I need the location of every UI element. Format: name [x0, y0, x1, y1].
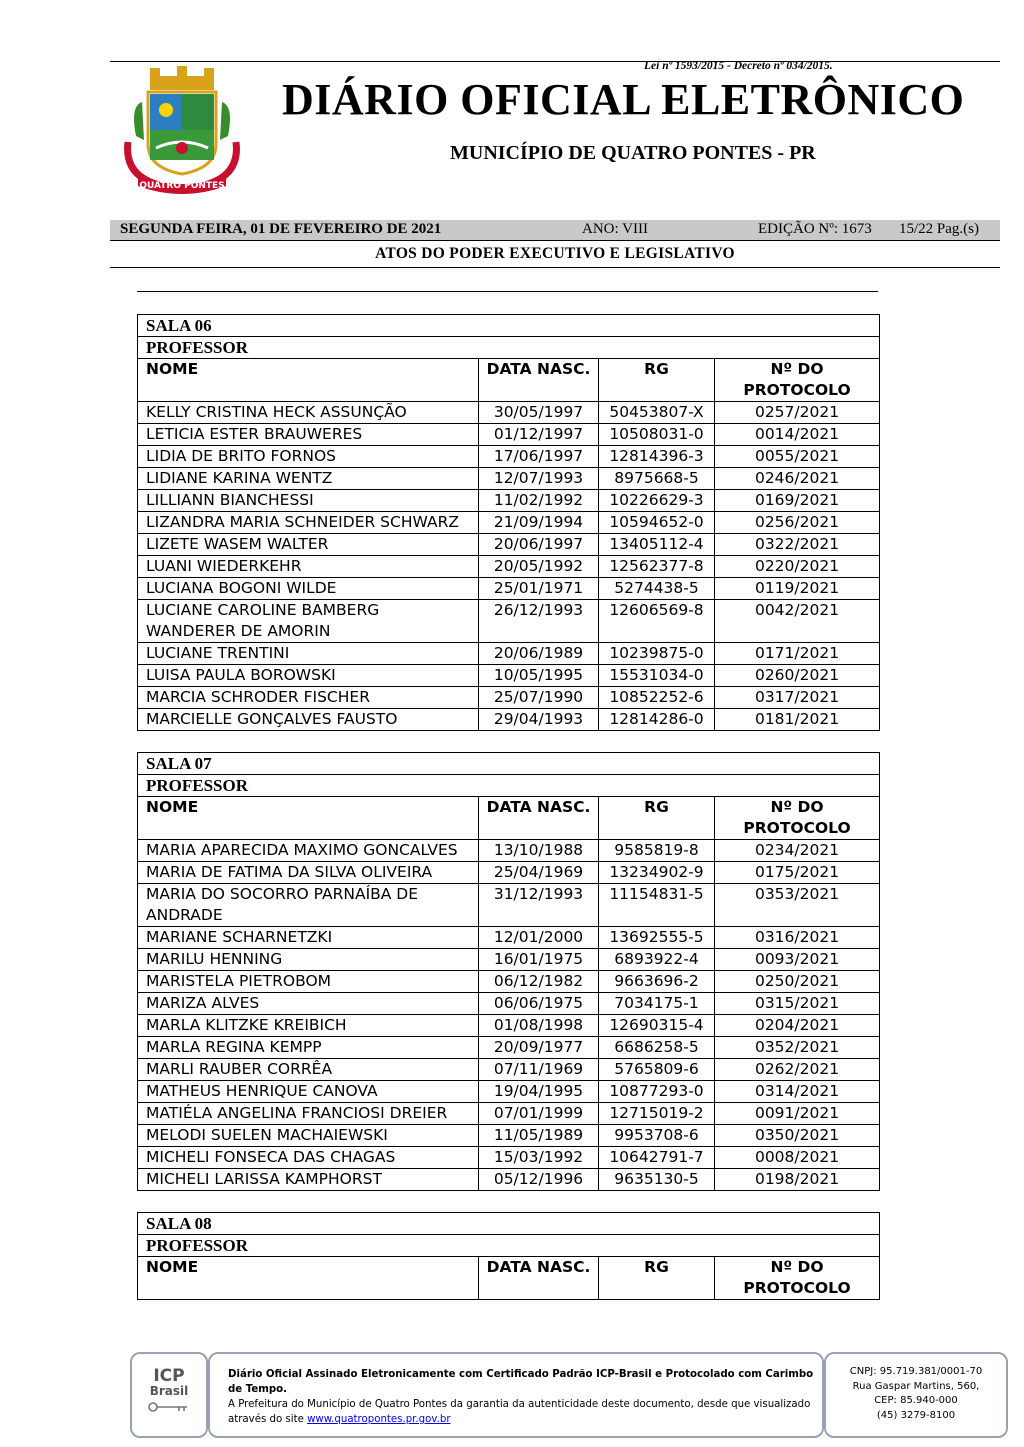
col-rg: RG [599, 1257, 715, 1300]
table-row [138, 1015, 880, 1037]
cell-protocol: 0315/2021 [715, 993, 880, 1015]
site-link[interactable]: www.quatropontes.pr.gov.br [307, 1414, 451, 1425]
footer [130, 1352, 1010, 1438]
sala-title: SALA 06 [138, 315, 880, 337]
cell-name: MARISTELA PIETROBOM [138, 971, 479, 993]
cell-rg: 13692555-5 [599, 927, 715, 949]
table-row [138, 1037, 880, 1059]
cell-name: LETICIA ESTER BRAUWERES [138, 424, 479, 446]
law-reference: Lei nº 1593/2015 - Decreto nº 034/2015. [644, 60, 833, 72]
table-row [138, 884, 880, 927]
cell-name: LUANI WIEDERKEHR [138, 556, 479, 578]
cell-rg: 10594652-0 [599, 512, 715, 534]
publication-date: SEGUNDA FEIRA, 01 DE FEVEREIRO DE 2021 [120, 221, 442, 237]
cell-birth: 30/05/1997 [479, 402, 599, 424]
cell-birth: 11/02/1992 [479, 490, 599, 512]
cell-name: MARLI RAUBER CORRÊA [138, 1059, 479, 1081]
guarantee-notice: A Prefeitura do Município de Quatro Pontes da garantia da autenticidade deste documento, desde que visualizado [228, 1399, 811, 1410]
cell-birth: 01/08/1998 [479, 1015, 599, 1037]
table-row [138, 1103, 880, 1125]
cell-birth: 06/06/1975 [479, 993, 599, 1015]
edition-info-bar [110, 220, 1000, 241]
sala-table [137, 314, 880, 731]
col-birth: DATA NASC. [479, 359, 599, 402]
table-row [138, 840, 880, 862]
cell-birth: 29/04/1993 [479, 709, 599, 731]
cell-protocol: 0042/2021 [715, 600, 880, 643]
cell-protocol: 0352/2021 [715, 1037, 880, 1059]
cell-protocol: 0204/2021 [715, 1015, 880, 1037]
cell-name: MARIA APARECIDA MAXIMO GONCALVES [138, 840, 479, 862]
cell-birth: 16/01/1975 [479, 949, 599, 971]
cell-protocol: 0316/2021 [715, 927, 880, 949]
role-title: PROFESSOR [138, 1235, 880, 1257]
cell-rg: 50453807-X [599, 402, 715, 424]
cell-name: LUISA PAULA BOROWSKI [138, 665, 479, 687]
cell-rg: 12690315-4 [599, 1015, 715, 1037]
cell-rg: 8975668-5 [599, 468, 715, 490]
publication-year: ANO: VIII [582, 221, 648, 237]
cell-protocol: 0250/2021 [715, 971, 880, 993]
cell-protocol: 0234/2021 [715, 840, 880, 862]
col-protocol: Nº DO PROTOCOLO [715, 359, 880, 402]
cell-protocol: 0169/2021 [715, 490, 880, 512]
table-row [138, 993, 880, 1015]
cell-protocol: 0256/2021 [715, 512, 880, 534]
sala-table [137, 1212, 880, 1300]
edition-number: EDIÇÃO Nº: 1673 [758, 221, 872, 237]
page-count: 15/22 Pag.(s) [899, 221, 979, 237]
cell-protocol: 0322/2021 [715, 534, 880, 556]
table-row [138, 949, 880, 971]
cell-birth: 01/12/1997 [479, 424, 599, 446]
cell-protocol: 0314/2021 [715, 1081, 880, 1103]
cell-rg: 10226629-3 [599, 490, 715, 512]
crest-scroll-text: QUATRO PONTES [139, 181, 225, 191]
table-row [138, 971, 880, 993]
col-rg: RG [599, 797, 715, 840]
cell-name: MARIANE SCHARNETZKI [138, 927, 479, 949]
table-row [138, 446, 880, 468]
cell-birth: 25/01/1971 [479, 578, 599, 600]
column-header-row [138, 797, 880, 840]
table-row [138, 424, 880, 446]
municipal-crest-logo [116, 64, 248, 196]
content-separator [137, 291, 878, 292]
role-title: PROFESSOR [138, 337, 880, 359]
cell-rg: 12814396-3 [599, 446, 715, 468]
cell-rg: 12814286-0 [599, 709, 715, 731]
cell-rg: 7034175-1 [599, 993, 715, 1015]
cell-name: MARLA KLITZKE KREIBICH [138, 1015, 479, 1037]
table-row [138, 927, 880, 949]
cell-protocol: 0093/2021 [715, 949, 880, 971]
cnpj: CNPJ: 95.719.381/0001-70 [849, 1366, 983, 1377]
cell-rg: 12715019-2 [599, 1103, 715, 1125]
cell-rg: 9953708-6 [599, 1125, 715, 1147]
cell-birth: 07/01/1999 [479, 1103, 599, 1125]
cell-birth: 25/04/1969 [479, 862, 599, 884]
cell-birth: 12/01/2000 [479, 927, 599, 949]
cell-name: KELLY CRISTINA HECK ASSUNÇÃO [138, 402, 479, 424]
cell-name: LILLIANN BIANCHESSI [138, 490, 479, 512]
cell-rg: 6686258-5 [599, 1037, 715, 1059]
cell-protocol: 0257/2021 [715, 402, 880, 424]
cell-protocol: 0171/2021 [715, 643, 880, 665]
cell-name: MARIA DE FATIMA DA SILVA OLIVEIRA [138, 862, 479, 884]
cell-birth: 05/12/1996 [479, 1169, 599, 1191]
cell-birth: 20/06/1989 [479, 643, 599, 665]
cell-protocol: 0350/2021 [715, 1125, 880, 1147]
table-row [138, 1081, 880, 1103]
cell-rg: 9585819-8 [599, 840, 715, 862]
col-name: NOME [138, 797, 479, 840]
table-row [138, 687, 880, 709]
cell-protocol: 0260/2021 [715, 665, 880, 687]
cell-rg: 13234902-9 [599, 862, 715, 884]
sala-title: SALA 08 [138, 1213, 880, 1235]
cell-rg: 11154831-5 [599, 884, 715, 927]
table-row [138, 490, 880, 512]
cell-name: MARCIA SCHRODER FISCHER [138, 687, 479, 709]
cell-protocol: 0014/2021 [715, 424, 880, 446]
cell-name: MARIZA ALVES [138, 993, 479, 1015]
cell-rg: 6893922-4 [599, 949, 715, 971]
cell-name: MARLA REGINA KEMPP [138, 1037, 479, 1059]
cell-name: LUCIANE TRENTINI [138, 643, 479, 665]
col-name: NOME [138, 359, 479, 402]
cell-birth: 06/12/1982 [479, 971, 599, 993]
table-row [138, 709, 880, 731]
cell-birth: 20/06/1997 [479, 534, 599, 556]
col-rg: RG [599, 359, 715, 402]
cell-protocol: 0055/2021 [715, 446, 880, 468]
cell-rg: 13405112-4 [599, 534, 715, 556]
col-protocol: Nº DO PROTOCOLO [715, 797, 880, 840]
cep: CEP: 85.940-000 [874, 1395, 958, 1406]
cell-name: MICHELI LARISSA KAMPHORST [138, 1169, 479, 1191]
column-header-row [138, 1257, 880, 1300]
municipality-name: MUNICÍPIO DE QUATRO PONTES - PR [450, 142, 816, 164]
cell-birth: 13/10/1988 [479, 840, 599, 862]
cell-name: LUCIANE CAROLINE BAMBERG WANDERER DE AMORIN [138, 600, 479, 643]
cell-protocol: 0119/2021 [715, 578, 880, 600]
cell-rg: 10852252-6 [599, 687, 715, 709]
cell-birth: 20/09/1977 [479, 1037, 599, 1059]
cell-name: LIDIA DE BRITO FORNOS [138, 446, 479, 468]
cell-birth: 15/03/1992 [479, 1147, 599, 1169]
street-address: Rua Gaspar Martins, 560, [852, 1380, 980, 1392]
cell-rg: 9663696-2 [599, 971, 715, 993]
key-icon [147, 1401, 191, 1413]
sala-title: SALA 07 [138, 753, 880, 775]
cell-name: LIZETE WASEM WALTER [138, 534, 479, 556]
contact-box [824, 1352, 1008, 1438]
gazette-title: DIÁRIO OFICIAL ELETRÔNICO [282, 75, 965, 124]
table-row [138, 1147, 880, 1169]
cell-name: LIDIANE KARINA WENTZ [138, 468, 479, 490]
col-name: NOME [138, 1257, 479, 1300]
phone: (45) 3279-8100 [876, 1409, 956, 1421]
cell-birth: 17/06/1997 [479, 446, 599, 468]
cell-protocol: 0317/2021 [715, 687, 880, 709]
table-row [138, 402, 880, 424]
table-row [138, 1169, 880, 1191]
site-prefix: através do site [228, 1414, 308, 1425]
cell-rg: 15531034-0 [599, 665, 715, 687]
cell-rg: 10642791-7 [599, 1147, 715, 1169]
col-birth: DATA NASC. [479, 1257, 599, 1300]
cell-rg: 10877293-0 [599, 1081, 715, 1103]
role-title: PROFESSOR [138, 775, 880, 797]
cell-name: MATIÉLA ANGELINA FRANCIOSI DREIER [138, 1103, 479, 1125]
section-rule [110, 267, 1000, 268]
cell-name: MATHEUS HENRIQUE CANOVA [138, 1081, 479, 1103]
cell-rg: 12562377-8 [599, 556, 715, 578]
cell-rg: 12606569-8 [599, 600, 715, 643]
cell-birth: 31/12/1993 [479, 884, 599, 927]
table-row [138, 556, 880, 578]
cell-birth: 12/07/1993 [479, 468, 599, 490]
cell-rg: 5765809-6 [599, 1059, 715, 1081]
cell-name: MARIA DO SOCORRO PARNAÍBA DE ANDRADE [138, 884, 479, 927]
cell-protocol: 0246/2021 [715, 468, 880, 490]
cell-protocol: 0262/2021 [715, 1059, 880, 1081]
table-row [138, 1125, 880, 1147]
cell-name: MARILU HENNING [138, 949, 479, 971]
cell-name: MICHELI FONSECA DAS CHAGAS [138, 1147, 479, 1169]
table-row [138, 534, 880, 556]
cell-birth: 10/05/1995 [479, 665, 599, 687]
cell-birth: 11/05/1989 [479, 1125, 599, 1147]
cell-birth: 25/07/1990 [479, 687, 599, 709]
header-top-rule [110, 61, 1000, 62]
icp-brasil-logo: ICP Brasil [144, 1368, 194, 1417]
cell-protocol: 0175/2021 [715, 862, 880, 884]
cell-rg: 10508031-0 [599, 424, 715, 446]
table-row [138, 468, 880, 490]
section-title: ATOS DO PODER EXECUTIVO E LEGISLATIVO [375, 245, 735, 262]
table-row [138, 643, 880, 665]
cell-name: LIZANDRA MARIA SCHNEIDER SCHWARZ [138, 512, 479, 534]
cell-protocol: 0091/2021 [715, 1103, 880, 1125]
column-header-row [138, 359, 880, 402]
cell-protocol: 0220/2021 [715, 556, 880, 578]
cell-protocol: 0181/2021 [715, 709, 880, 731]
cell-name: MELODI SUELEN MACHAIEWSKI [138, 1125, 479, 1147]
icp-brasil-box [130, 1352, 208, 1438]
cell-birth: 07/11/1969 [479, 1059, 599, 1081]
cell-birth: 19/04/1995 [479, 1081, 599, 1103]
col-birth: DATA NASC. [479, 797, 599, 840]
cell-birth: 21/09/1994 [479, 512, 599, 534]
table-row [138, 600, 880, 643]
table-row [138, 578, 880, 600]
cell-rg: 9635130-5 [599, 1169, 715, 1191]
signature-notice-box [208, 1352, 824, 1438]
table-row [138, 862, 880, 884]
cell-name: LUCIANA BOGONI WILDE [138, 578, 479, 600]
cell-rg: 5274438-5 [599, 578, 715, 600]
cell-birth: 26/12/1993 [479, 600, 599, 643]
table-row [138, 665, 880, 687]
cell-rg: 10239875-0 [599, 643, 715, 665]
cell-protocol: 0198/2021 [715, 1169, 880, 1191]
cell-birth: 20/05/1992 [479, 556, 599, 578]
cell-name: MARCIELLE GONÇALVES FAUSTO [138, 709, 479, 731]
cell-protocol: 0008/2021 [715, 1147, 880, 1169]
table-row [138, 1059, 880, 1081]
col-protocol: Nº DO PROTOCOLO [715, 1257, 880, 1300]
signed-notice: Diário Oficial Assinado Eletronicamente com Certificado Padrão ICP-Brasil e Protocolado com Carimbo de Tempo. [228, 1369, 814, 1395]
sala-table [137, 752, 880, 1191]
cell-protocol: 0353/2021 [715, 884, 880, 927]
table-row [138, 512, 880, 534]
